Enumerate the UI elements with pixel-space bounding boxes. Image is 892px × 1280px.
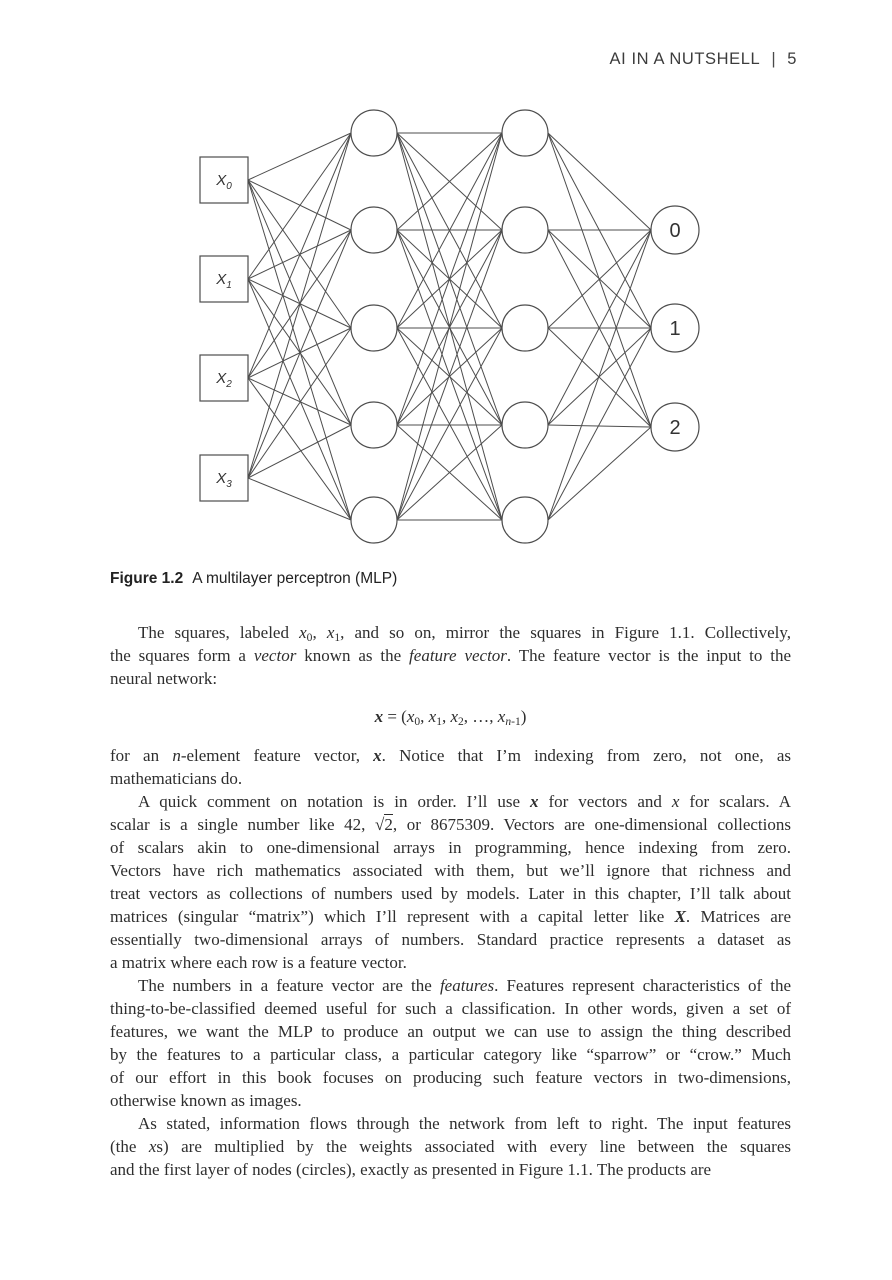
page-number: 5 bbox=[787, 50, 797, 68]
text-line: The numbers in a feature vector are the features. Features represent characteristics of the bbox=[138, 976, 791, 995]
text-line: otherwise known as images. bbox=[110, 1091, 302, 1110]
edge bbox=[548, 427, 651, 520]
text-line: by the features to a particular class, a particular category like “sparrow” or “crow.” Much bbox=[110, 1045, 791, 1064]
text-line: neural network: bbox=[110, 669, 218, 688]
edge bbox=[248, 180, 351, 230]
text-line: of scalars akin to one-dimensional arrays in programming, hence indexing from zero. bbox=[110, 838, 791, 857]
body-text bbox=[110, 621, 791, 1181]
edge bbox=[248, 133, 351, 180]
hidden-node bbox=[351, 497, 397, 543]
edge bbox=[548, 230, 651, 520]
header-separator: | bbox=[771, 50, 777, 68]
edge bbox=[548, 133, 651, 427]
text-line: The squares, labeled $x_0$, $x_1$, and so on, mirror the squares in Figure 1.1. Collectively, bbox=[138, 623, 792, 645]
text-line: the squares form a vector known as the feature vector. The feature vector is the input to the bbox=[110, 646, 791, 665]
text-line: and the first layer of nodes (circles), exactly as presented in Figure 1.1. The products are bbox=[110, 1160, 712, 1179]
edge bbox=[248, 180, 351, 425]
text-line: mathematicians do. bbox=[110, 769, 243, 788]
paragraph bbox=[110, 790, 791, 974]
edge bbox=[248, 133, 351, 378]
hidden-node bbox=[351, 110, 397, 156]
figure-caption bbox=[110, 570, 397, 588]
text-line: treat vectors as collections of numbers used by models. Later in this chapter, I’ll talk about bbox=[110, 884, 791, 903]
figure-caption-text: A multilayer perceptron (MLP) bbox=[192, 570, 398, 587]
hidden-node bbox=[351, 207, 397, 253]
text-line: scalar is a single number like 42, √2, or 8675309. Vectors are one-dimensional collections bbox=[110, 815, 791, 834]
edge bbox=[548, 328, 651, 520]
edge bbox=[548, 425, 651, 427]
input-node-label: $X_2$ bbox=[216, 370, 232, 390]
text-line: Vectors have rich mathematics associated with them, but we’ll ignore that richness and bbox=[110, 861, 791, 880]
edge bbox=[248, 230, 351, 478]
edge bbox=[248, 133, 351, 279]
hidden-node bbox=[502, 305, 548, 351]
output-node-label: 2 bbox=[669, 417, 681, 439]
input-node-label: $X_0$ bbox=[216, 172, 232, 192]
input-node-label: $X_3$ bbox=[216, 470, 232, 490]
output-node-label: 0 bbox=[669, 220, 681, 242]
input-node-label: $X_1$ bbox=[216, 271, 232, 291]
edge bbox=[548, 133, 651, 230]
paragraph bbox=[110, 744, 791, 790]
running-head: AI IN A NUTSHELL bbox=[609, 50, 761, 68]
hidden-node bbox=[351, 305, 397, 351]
text-line: As stated, information flows through the network from left to right. The input features bbox=[138, 1114, 791, 1133]
text-line: a matrix where each row is a feature vector. bbox=[110, 953, 407, 972]
edge bbox=[248, 378, 351, 425]
equation-feature-vector: $x = (x_0$, $x_1$, $x_2$, …, $x_{n-1}$) bbox=[374, 707, 527, 729]
text-line: of our effort in this book focuses on producing such feature vectors in two-dimensions, bbox=[110, 1068, 791, 1087]
figure-caption-label: Figure 1.2 bbox=[110, 570, 184, 587]
hidden-node bbox=[502, 402, 548, 448]
text-line: features, we want the MLP to produce an output we can use to assign the thing described bbox=[110, 1022, 791, 1041]
hidden-node bbox=[502, 497, 548, 543]
text-line: for an n-element feature vector, x. Notice that I’m indexing from zero, not one, as bbox=[110, 746, 791, 765]
hidden-node bbox=[351, 402, 397, 448]
paragraph bbox=[110, 974, 791, 1112]
text-line: (the xs) are multiplied by the weights associated with every line between the squares bbox=[110, 1137, 791, 1156]
text-line: matrices (singular “matrix”) which I’ll represent with a capital letter like X. Matrices are bbox=[110, 907, 791, 926]
text-line: thing-to-be-classified deemed useful for such a classification. In other words, given a set of bbox=[110, 999, 791, 1018]
output-node-label: 1 bbox=[669, 318, 681, 340]
hidden-node bbox=[502, 110, 548, 156]
text-line: essentially two-dimensional arrays of numbers. Standard practice represents a dataset as bbox=[110, 930, 791, 949]
paragraph bbox=[110, 1112, 791, 1181]
text-line: A quick comment on notation is in order. I’ll use x for vectors and x for scalars. A bbox=[138, 792, 791, 811]
paragraph bbox=[110, 621, 791, 690]
hidden-node bbox=[502, 207, 548, 253]
